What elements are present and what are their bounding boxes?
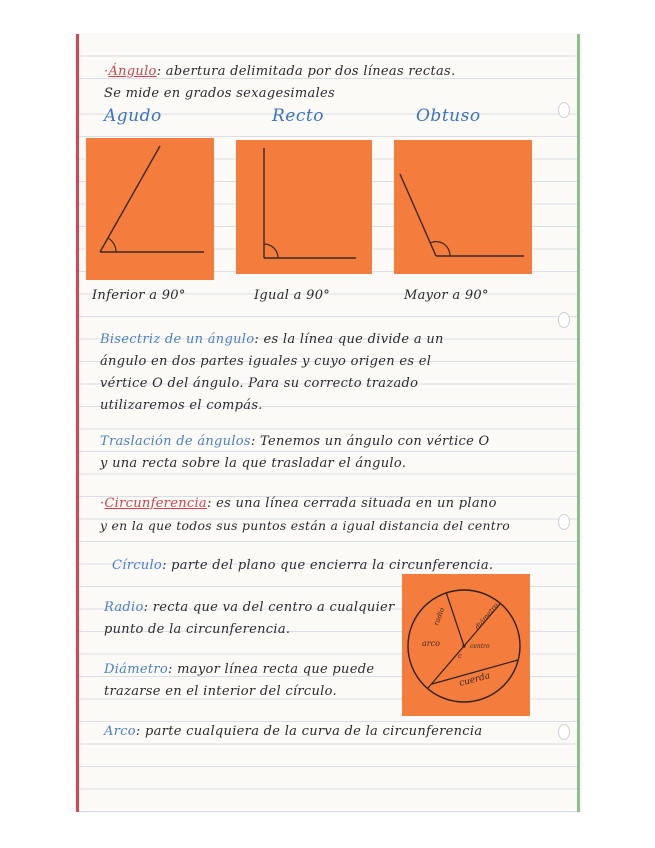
agudo-diagram bbox=[86, 138, 214, 280]
circunferencia-line1: ·Circunferencia: es una línea cerrada situada en un plano bbox=[100, 496, 497, 511]
bisectriz-line4: utilizaremos el compás. bbox=[100, 398, 263, 413]
circle-label-cuerda: cuerda bbox=[458, 671, 492, 689]
angulo-term: Ángulo bbox=[108, 64, 157, 79]
obtuso-diagram bbox=[394, 140, 532, 274]
bisectriz-term: Bisectriz de un ángulo bbox=[100, 332, 255, 347]
circle-label-centro: centro bbox=[470, 643, 490, 650]
radio-line2: punto de la circunferencia. bbox=[104, 622, 291, 637]
arco-term: Arco bbox=[104, 724, 136, 739]
diametro-line2: trazarse en el interior del círculo. bbox=[104, 684, 337, 699]
circle-diagram bbox=[402, 574, 530, 716]
obtuso-heading: Obtuso bbox=[416, 106, 481, 126]
radio-term: Radio bbox=[104, 600, 144, 615]
obtuso-caption: Mayor a 90° bbox=[404, 288, 489, 303]
circle-label-radio: radio bbox=[432, 606, 447, 627]
circle-label-c: c bbox=[458, 652, 462, 660]
circunferencia-term: Circunferencia bbox=[104, 496, 207, 511]
diametro-line1: Diámetro: mayor línea recta que puede bbox=[104, 662, 375, 677]
bisectriz-line3: vértice O del ángulo. Para su correcto trazado bbox=[100, 376, 419, 391]
red-margin-line bbox=[76, 34, 79, 812]
notebook-page bbox=[76, 34, 580, 812]
diametro-term: Diámetro bbox=[104, 662, 169, 677]
circulo-term: Círculo bbox=[112, 558, 163, 573]
angulo-line2: Se mide en grados sexagesimales bbox=[104, 86, 335, 101]
traslacion-term: Traslación de ángulos bbox=[100, 434, 251, 449]
circulo-line: Círculo: parte del plano que encierra la circunferencia. bbox=[112, 558, 494, 573]
green-margin-line bbox=[577, 34, 580, 812]
angulo-def: : abertura delimitada por dos líneas rectas. bbox=[156, 64, 456, 79]
angulo-definition: ·Ángulo: abertura delimitada por dos líneas rectas. bbox=[104, 64, 456, 79]
agudo-heading: Agudo bbox=[104, 106, 162, 126]
recto-caption: Igual a 90° bbox=[254, 288, 331, 303]
binder-hole bbox=[558, 514, 570, 530]
traslacion-line1: Traslación de ángulos: Tenemos un ángulo con vértice O bbox=[100, 434, 490, 449]
traslacion-line2: y una recta sobre la que trasladar el ángulo. bbox=[100, 456, 407, 471]
circunferencia-line2: y en la que todos sus puntos están a igual distancia del centro bbox=[100, 518, 511, 533]
binder-hole bbox=[558, 312, 570, 328]
circle-label-diametro: diámetro bbox=[473, 601, 501, 632]
recto-heading: Recto bbox=[272, 106, 324, 126]
arco-line: Arco: parte cualquiera de la curva de la circunferencia bbox=[104, 724, 483, 739]
binder-hole bbox=[558, 724, 570, 740]
agudo-caption: Inferior a 90° bbox=[92, 288, 186, 303]
bisectriz-line2: ángulo en dos partes iguales y cuyo origen es el bbox=[100, 354, 432, 369]
binder-hole bbox=[558, 102, 570, 118]
bisectriz-line1: Bisectriz de un ángulo: es la línea que divide a un bbox=[100, 332, 444, 347]
circle-label-arco: arco bbox=[422, 639, 440, 648]
recto-diagram bbox=[236, 140, 372, 274]
radio-line1: Radio: recta que va del centro a cualquier bbox=[104, 600, 395, 615]
